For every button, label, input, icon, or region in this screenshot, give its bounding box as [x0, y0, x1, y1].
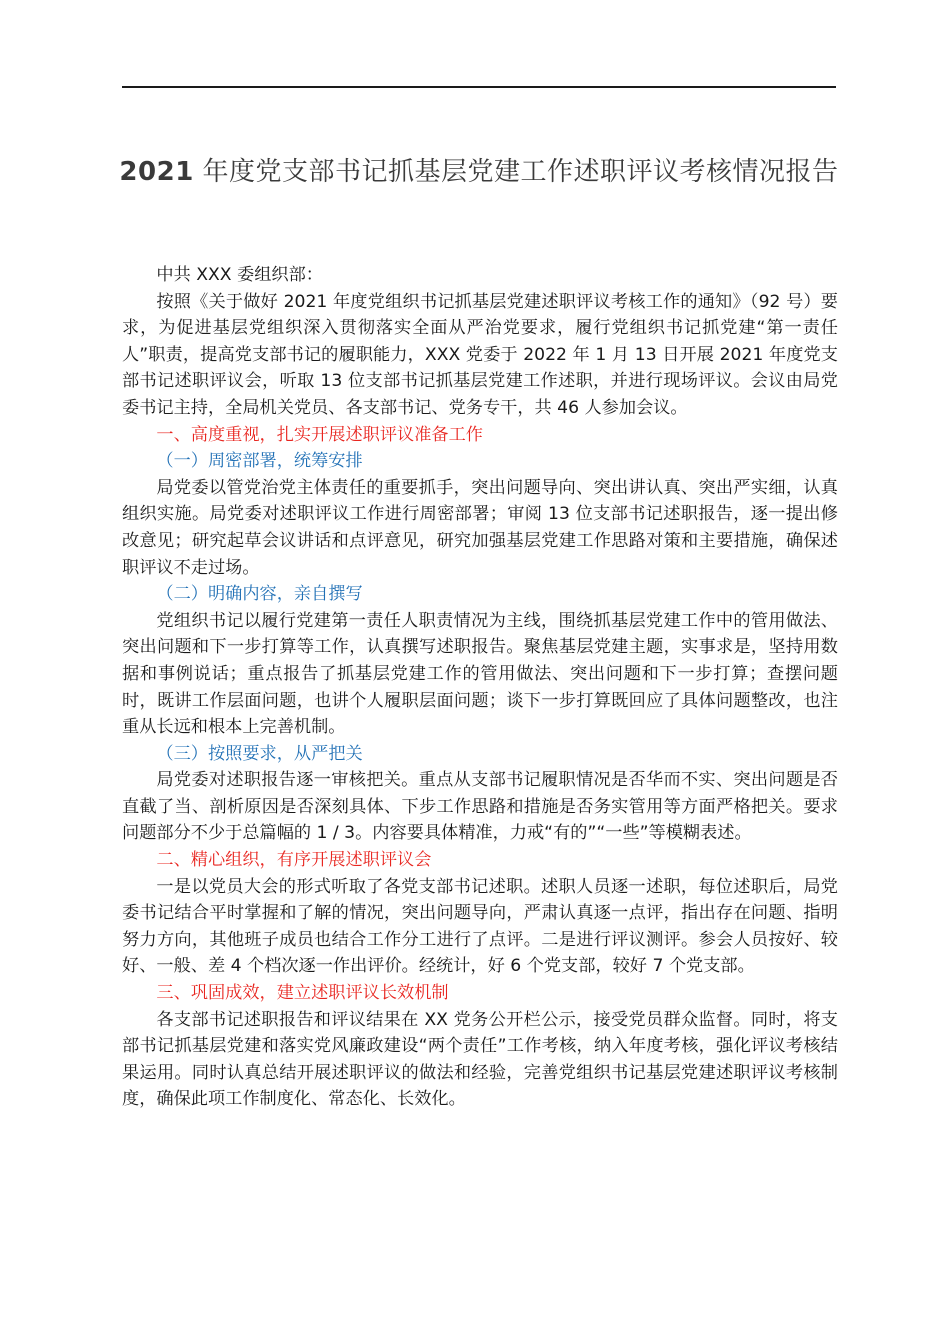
section-3-paragraph: 各支部书记述职报告和评议结果在 XX 党务公开栏公示，接受党员群众监督。同时，将支部书记抓基层党建和落实党风廉政建设“两个责任”工作考核，纳入年度考核，强化评议考核结果运用。同时认真总结开展述职评议的做法和经验，完善党组织书记基层党建述职评议考核制度，确保此项工作制度化、常态化、长效化。 — [122, 1009, 838, 1110]
section-3-heading: 三、巩固成效，建立述职评议长效机制 — [156, 983, 449, 1004]
section-1-sub-3-heading: （三）按照要求，从严把关 — [156, 743, 363, 764]
document-body — [122, 262, 838, 1113]
header-rule — [122, 86, 836, 88]
title-text: 年度党支部书记抓基层党建工作述职评议考核情况报告 — [193, 157, 839, 187]
intro-paragraph: 按照《关于做好 2021 年度党组织书记抓基层党建述职评议考核工作的通知》（92 号）要求，为促进基层党组织深入贯彻落实全面从严治党要求，履行党组织书记抓党建“第一责任人”职责，提高党支部书记的履职能力，XXX 党委于 2022 年 1 月 13 日开展 2021 年度党支部书记述职评议会，听取 13 位支部书记抓基层党建工作述职，并进行现场评议。会议由局党委书记主持，全局机关党员、各支部书记、党务专干，共 46 人参加会议。 — [122, 291, 838, 418]
section-1-sub-2-heading: （二）明确内容，亲自撰写 — [156, 584, 363, 605]
section-1-sub-3-paragraph: 局党委对述职报告逐一审核把关。重点从支部书记履职情况是否华而不实、突出问题是否直截了当、剖析原因是否深刻具体、下步工作思路和措施是否务实管用等方面严格把关。要求问题部分不少于总篇幅的 1 / 3。内容要具体精准，力戒“有的”“一些”等模糊表述。 — [122, 770, 838, 844]
page-title — [112, 148, 846, 196]
section-1-sub-2-paragraph: 党组织书记以履行党建第一责任人职责情况为主线，围绕抓基层党建工作中的管用做法、突出问题和下一步打算等工作，认真撰写述职报告。聚焦基层党建主题，实事求是，坚持用数据和事例说话；重点报告了抓基层党建工作的管用做法、突出问题和下一步打算；查摆问题时，既讲工作层面问题，也讲个人履职层面问题；谈下一步打算既回应了具体问题整改，也注重从长远和根本上完善机制。 — [122, 610, 838, 738]
section-2-paragraph: 一是以党员大会的形式听取了各党支部书记述职。述职人员逐一述职，每位述职后，局党委书记结合平时掌握和了解的情况，突出问题导向，严肃认真逐一点评，指出存在问题、指明努力方向，其他班子成员也结合工作分工进行了点评。二是进行评议测评。参会人员按好、较好、一般、差 4 个档次逐一作出评价。经统计，好 6 个党支部，较好 7 个党支部。 — [122, 876, 838, 977]
section-1-sub-1-paragraph: 局党委以管党治党主体责任的重要抓手，突出问题导向、突出讲认真、突出严实细，认真组织实施。局党委对述职评议工作进行周密部署；审阅 13 位支部书记述职报告，逐一提出修改意见；研究起草会议讲话和点评意见，研究加强基层党建工作思路对策和主要措施，确保述职评议不走过场。 — [122, 477, 838, 578]
title-year: 2021 — [119, 157, 194, 187]
section-1-heading: 一、高度重视，扎实开展述职评议准备工作 — [156, 424, 483, 445]
salutation: 中共 XXX 委组织部： — [156, 265, 323, 285]
section-2-heading: 二、精心组织，有序开展述职评议会 — [156, 850, 432, 871]
section-1-sub-1-heading: （一）周密部署，统筹安排 — [156, 451, 363, 472]
